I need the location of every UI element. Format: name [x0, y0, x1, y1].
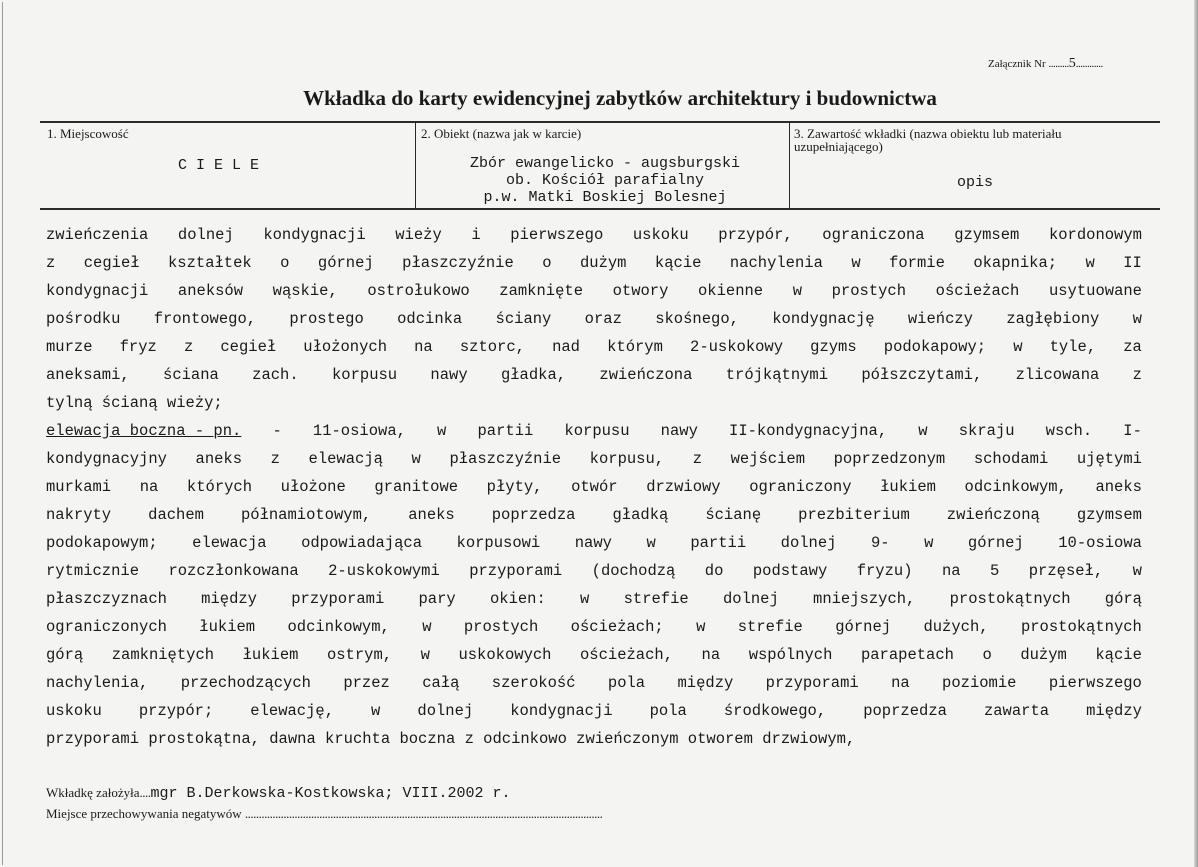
word: przyporami — [765, 674, 859, 692]
author-label: Wkładkę założyła — [46, 785, 140, 800]
text-line — [46, 641, 1142, 669]
word: partii — [477, 422, 534, 440]
annex-label: Załącznik Nr — [988, 58, 1046, 70]
word: ograniczonych — [46, 618, 167, 636]
word: półnamiotowym, — [240, 506, 372, 524]
word: poprzedzonym — [833, 450, 946, 468]
word: ujętymi — [1076, 450, 1142, 468]
word: których — [186, 478, 253, 496]
word: odcinka — [397, 310, 463, 328]
word: prostego — [289, 310, 364, 328]
word: w — [437, 422, 447, 440]
text-line-words — [46, 277, 1142, 305]
word: otwór — [571, 478, 618, 496]
text-line-words — [46, 249, 1142, 277]
word: na — [891, 674, 910, 692]
text-line — [46, 585, 1142, 613]
word: ościeżach — [935, 282, 1020, 300]
word: wieńczy — [907, 310, 973, 328]
word: II-kondygnacyjna, — [729, 422, 888, 440]
word: dużych, — [923, 618, 989, 636]
word: gzymsem — [1076, 506, 1142, 524]
word: prostych — [831, 282, 907, 300]
word: elewację, — [250, 702, 335, 720]
word: kondygnacji — [263, 226, 366, 244]
word: o — [542, 254, 552, 272]
text-line — [46, 333, 1142, 361]
word: kondygnację — [772, 310, 875, 328]
text-line-words — [46, 445, 1142, 473]
word: w — [1132, 310, 1142, 328]
word: zamkniętych — [111, 646, 215, 664]
word: dużym — [1020, 646, 1067, 664]
word: szerokość — [491, 674, 576, 692]
word: w — [646, 534, 656, 552]
word: prostych — [463, 618, 539, 636]
object-line-1: Zbór ewangelicko - augsburgski — [469, 155, 741, 172]
word: zach. — [252, 366, 299, 384]
word: zwieńczona — [599, 366, 693, 384]
word: łukiem — [880, 478, 936, 496]
word: kordonowym — [1048, 226, 1142, 244]
text-line-words — [46, 585, 1142, 613]
word: między — [677, 674, 734, 692]
text-line-words — [46, 613, 1142, 641]
word: aneks — [1095, 478, 1142, 496]
text-line — [46, 557, 1142, 585]
word: nakryty — [46, 506, 112, 524]
word: gładką — [612, 506, 669, 524]
word: fryzu) — [856, 562, 913, 580]
word: wąskie, — [272, 282, 338, 300]
text-line-words — [46, 305, 1142, 333]
object-label: 2. Obiekt (nazwa jak w karcie) — [421, 126, 582, 141]
annex-dots-before: ......... — [1048, 58, 1069, 70]
word: strefie — [737, 618, 803, 636]
text-line — [46, 613, 1142, 641]
word: okien: — [489, 590, 546, 608]
contents-label-line-2: uzupełniającego) — [794, 139, 883, 154]
word: pola — [607, 674, 646, 692]
word: o — [280, 254, 290, 272]
word: nad — [552, 338, 580, 356]
word: zamknięte — [499, 282, 583, 300]
word: nawy — [430, 366, 468, 384]
word: prostokątnych — [1020, 618, 1142, 636]
word: gzymsem — [954, 226, 1020, 244]
word: frontowego, — [153, 310, 257, 328]
word: parapetach — [860, 646, 954, 664]
word: w — [696, 618, 706, 636]
word: dolnej — [177, 226, 234, 244]
storage-label: Miejsce przechowywania negatywów — [46, 806, 242, 821]
word: w — [1132, 562, 1142, 580]
word: ściana — [163, 366, 219, 384]
word: poziomie — [942, 674, 1017, 692]
word: między — [201, 590, 257, 608]
annex-dots-after: ............ — [1075, 58, 1103, 70]
word: z — [183, 338, 194, 356]
word: na — [941, 562, 961, 580]
word: płaszczyźnie — [449, 450, 562, 468]
word: ograniczona — [822, 226, 925, 244]
word: 2-uskokowymi — [328, 562, 440, 580]
word: przechodzących — [180, 674, 311, 692]
text-line — [46, 361, 1142, 389]
word: na — [139, 478, 159, 496]
word: murze — [46, 338, 93, 356]
word: okapnika; — [973, 254, 1058, 272]
word: przyporami — [469, 562, 563, 580]
word: przęseł, — [1028, 562, 1104, 580]
word: zwieńczoną — [946, 506, 1040, 524]
word: wejściem — [730, 450, 806, 468]
word: całą — [422, 674, 460, 692]
word: łukiem — [199, 618, 256, 636]
word: pośrodku — [46, 310, 121, 328]
word: korpusu — [564, 422, 630, 440]
word: ściany — [495, 310, 552, 328]
word: górnej — [317, 254, 374, 272]
word: w — [580, 590, 590, 608]
text-line-words — [46, 501, 1142, 529]
word: i — [471, 226, 481, 244]
word: prezbiterium — [798, 506, 910, 524]
word: poprzedza — [863, 702, 947, 720]
word: w — [1013, 338, 1023, 356]
text-line-words — [46, 697, 1142, 725]
word: gzyms — [810, 338, 857, 356]
word: między — [1086, 702, 1142, 720]
author-line — [46, 785, 511, 802]
word: wspólnych — [748, 646, 833, 664]
word: w — [420, 646, 430, 664]
word: drzwiowy — [646, 478, 721, 496]
word: zwieńczenia — [46, 226, 149, 244]
text-line — [46, 501, 1142, 529]
annex-value: 5 — [1068, 56, 1076, 71]
locality-label: 1. Miejscowość — [47, 126, 129, 141]
annex-number — [988, 56, 1103, 72]
word: z — [1132, 366, 1142, 384]
word: półszczytami, — [861, 366, 983, 384]
word: ościeżach; — [570, 618, 664, 636]
word: uskoku — [632, 226, 689, 244]
contents-label-line-1: 3. Zawartość wkładki (nazwa obiektu lub materiału — [794, 126, 1062, 141]
word: ościeżach, — [580, 646, 674, 664]
word: w — [1085, 254, 1095, 272]
header-divider-1 — [415, 122, 416, 209]
word: z — [46, 254, 56, 272]
object-line-2: ob. Kościół parafialny — [505, 172, 705, 189]
word: odcinkowym, — [964, 478, 1067, 496]
word: partii — [690, 534, 747, 552]
word: cegieł — [83, 254, 140, 272]
text-line-words — [46, 333, 1142, 361]
word: I- — [1123, 422, 1142, 440]
word: wieży — [395, 226, 442, 244]
word: kondygnacji — [46, 282, 149, 300]
word: poprzedza — [491, 506, 576, 524]
scan-edge — [1194, 0, 1198, 867]
word: prostokątnych — [949, 590, 1071, 608]
storage-line — [46, 806, 602, 822]
storage-dots: .................................................................................................................................. — [244, 806, 603, 821]
word: płyty, — [486, 478, 543, 496]
word: górnej — [835, 618, 892, 636]
word: korpusu — [331, 366, 398, 384]
word: sztorc, — [459, 338, 525, 356]
section-heading-line — [46, 417, 1142, 445]
word: usytuowane — [1048, 282, 1142, 300]
word: którym — [607, 338, 663, 356]
word: kącie — [1095, 646, 1142, 664]
word: kącie — [654, 254, 702, 272]
word: górnej — [967, 534, 1024, 552]
description-text — [46, 221, 1142, 753]
word: dolnej — [417, 702, 474, 720]
word: skraju — [958, 422, 1015, 440]
word: odcinkowym, — [287, 618, 390, 636]
word: 2-uskokowy — [690, 338, 784, 356]
text-line — [46, 669, 1142, 697]
text-line: tylną ścianą wieży; — [46, 394, 223, 412]
word: rozczłonkowana — [168, 562, 299, 580]
word: schodami — [973, 450, 1049, 468]
word: podstawy — [752, 562, 828, 580]
word: zagłębiony — [1006, 310, 1100, 328]
word: ułożone — [280, 478, 346, 496]
word: w — [411, 450, 421, 468]
word: granitowe — [374, 478, 459, 496]
word: ostrym, — [326, 646, 393, 664]
word: korpusowi — [456, 534, 541, 552]
word: tyle, — [1049, 338, 1097, 356]
section-heading: elewacja boczna - pn. — [46, 422, 242, 440]
text-line-words — [46, 221, 1142, 249]
object-line-3: p.w. Matki Boskiej Bolesnej — [483, 189, 727, 206]
word: korpusu, — [589, 450, 665, 468]
word: - — [272, 422, 282, 440]
word: górą — [1104, 590, 1142, 608]
word: płaszczyźnie — [402, 254, 514, 272]
word: górą — [46, 646, 84, 664]
locality-value: CIELE — [178, 157, 269, 174]
word: 9- — [870, 534, 890, 552]
word: w — [918, 422, 928, 440]
word: ścianę — [705, 506, 762, 524]
text-line — [46, 473, 1142, 501]
word: z — [270, 450, 280, 468]
word: dolnej — [722, 590, 779, 608]
word: kondygnacji — [510, 702, 613, 720]
text-line-words — [46, 557, 1142, 585]
word: uskoku — [46, 702, 102, 720]
word: podokapowym; — [46, 534, 158, 552]
word: nachylenia, — [46, 674, 149, 692]
word: skośnego, — [655, 310, 739, 328]
word: dolnej — [780, 534, 837, 552]
word: przez — [343, 674, 390, 692]
word: strefie — [623, 590, 689, 608]
word: pierwszego — [510, 226, 604, 244]
word: oraz — [584, 310, 622, 328]
word: dachem — [148, 506, 204, 524]
word: rytmicznie — [46, 562, 140, 580]
document-title: Wkładka do karty ewidencyjnej zabytków architektury i budownictwa — [303, 86, 937, 110]
word: w — [924, 534, 934, 552]
word: elewacja — [192, 534, 267, 552]
contents-value: opis — [956, 174, 993, 191]
word: odpowiadająca — [301, 534, 422, 552]
word: kształtek — [168, 254, 252, 272]
word: wsch. — [1045, 422, 1093, 440]
word: przypór; — [138, 702, 214, 720]
header-top-rule — [40, 121, 1160, 123]
word: przyporami — [291, 590, 385, 608]
word: nachylenia — [729, 254, 823, 272]
text-line-words — [46, 361, 1142, 389]
author-dots: .... — [139, 785, 151, 800]
author-value: mgr B.Derkowska-Kostkowska; VIII.2002 r. — [150, 785, 511, 802]
word: z — [692, 450, 702, 468]
text-line — [46, 445, 1142, 473]
word: aneks — [408, 506, 455, 524]
word: dużym — [579, 254, 627, 272]
word: w — [371, 702, 381, 720]
word: formie — [889, 254, 945, 272]
word: zlicowana — [1015, 366, 1100, 384]
word: płaszczyznach — [46, 590, 167, 608]
word: za — [1123, 338, 1142, 356]
text-line-words — [46, 473, 1142, 501]
word: aneksami, — [46, 366, 130, 384]
text-line: przyporami prostokątna, dawna kruchta boczna z odcinkowo zwieńczonym otworem drzwiowym, — [46, 730, 856, 748]
text-line-words — [46, 417, 1142, 445]
word: cegieł — [220, 338, 277, 356]
text-line — [46, 277, 1142, 305]
text-line — [46, 249, 1142, 277]
word: w — [792, 282, 803, 300]
word: nawy — [574, 534, 612, 552]
word: przypór, — [718, 226, 793, 244]
word: na — [414, 338, 433, 356]
object-value — [420, 155, 790, 206]
text-line-words — [46, 669, 1142, 697]
text-line-words — [46, 529, 1142, 557]
contents-label — [794, 127, 1062, 153]
word: ostrołukowo — [367, 282, 470, 300]
word: w — [851, 254, 861, 272]
text-line — [46, 697, 1142, 725]
word: otwory — [612, 282, 669, 300]
header-bottom-rule — [40, 208, 1160, 210]
text-line — [46, 221, 1142, 249]
word: 11-osiowa, — [312, 422, 406, 440]
word: w — [422, 618, 432, 636]
word: pierwszego — [1048, 674, 1142, 692]
word: mniejszych, — [813, 590, 916, 608]
word: elewacją — [308, 450, 383, 468]
text-line-words — [46, 641, 1142, 669]
word: ułożonych — [303, 338, 388, 356]
word: II — [1123, 254, 1142, 272]
word: okienne — [698, 282, 764, 300]
text-line — [46, 529, 1142, 557]
word: zawarta — [983, 702, 1050, 720]
word: gładka, — [500, 366, 567, 384]
word: kondygnacyjny — [46, 450, 167, 468]
word: nawy — [660, 422, 698, 440]
word: środkowego, — [723, 702, 827, 720]
word: łukiem — [242, 646, 299, 664]
word: trójkątnymi — [725, 366, 829, 384]
word: aneksów — [177, 282, 244, 300]
word: murkami — [46, 478, 112, 496]
word: na — [701, 646, 721, 664]
word: uskokowych — [458, 646, 552, 664]
word: podokapowy; — [883, 338, 987, 356]
word: aneks — [195, 450, 243, 468]
word: pola — [649, 702, 687, 720]
word: pary — [418, 590, 456, 608]
word: 5 — [990, 562, 1000, 580]
word: o — [982, 646, 992, 664]
word: 10-osiowa — [1058, 534, 1142, 552]
word: do — [704, 562, 724, 580]
word: ograniczony — [749, 478, 852, 496]
word: fryz — [119, 338, 157, 356]
word: (dochodzą — [591, 562, 676, 580]
text-line — [46, 305, 1142, 333]
